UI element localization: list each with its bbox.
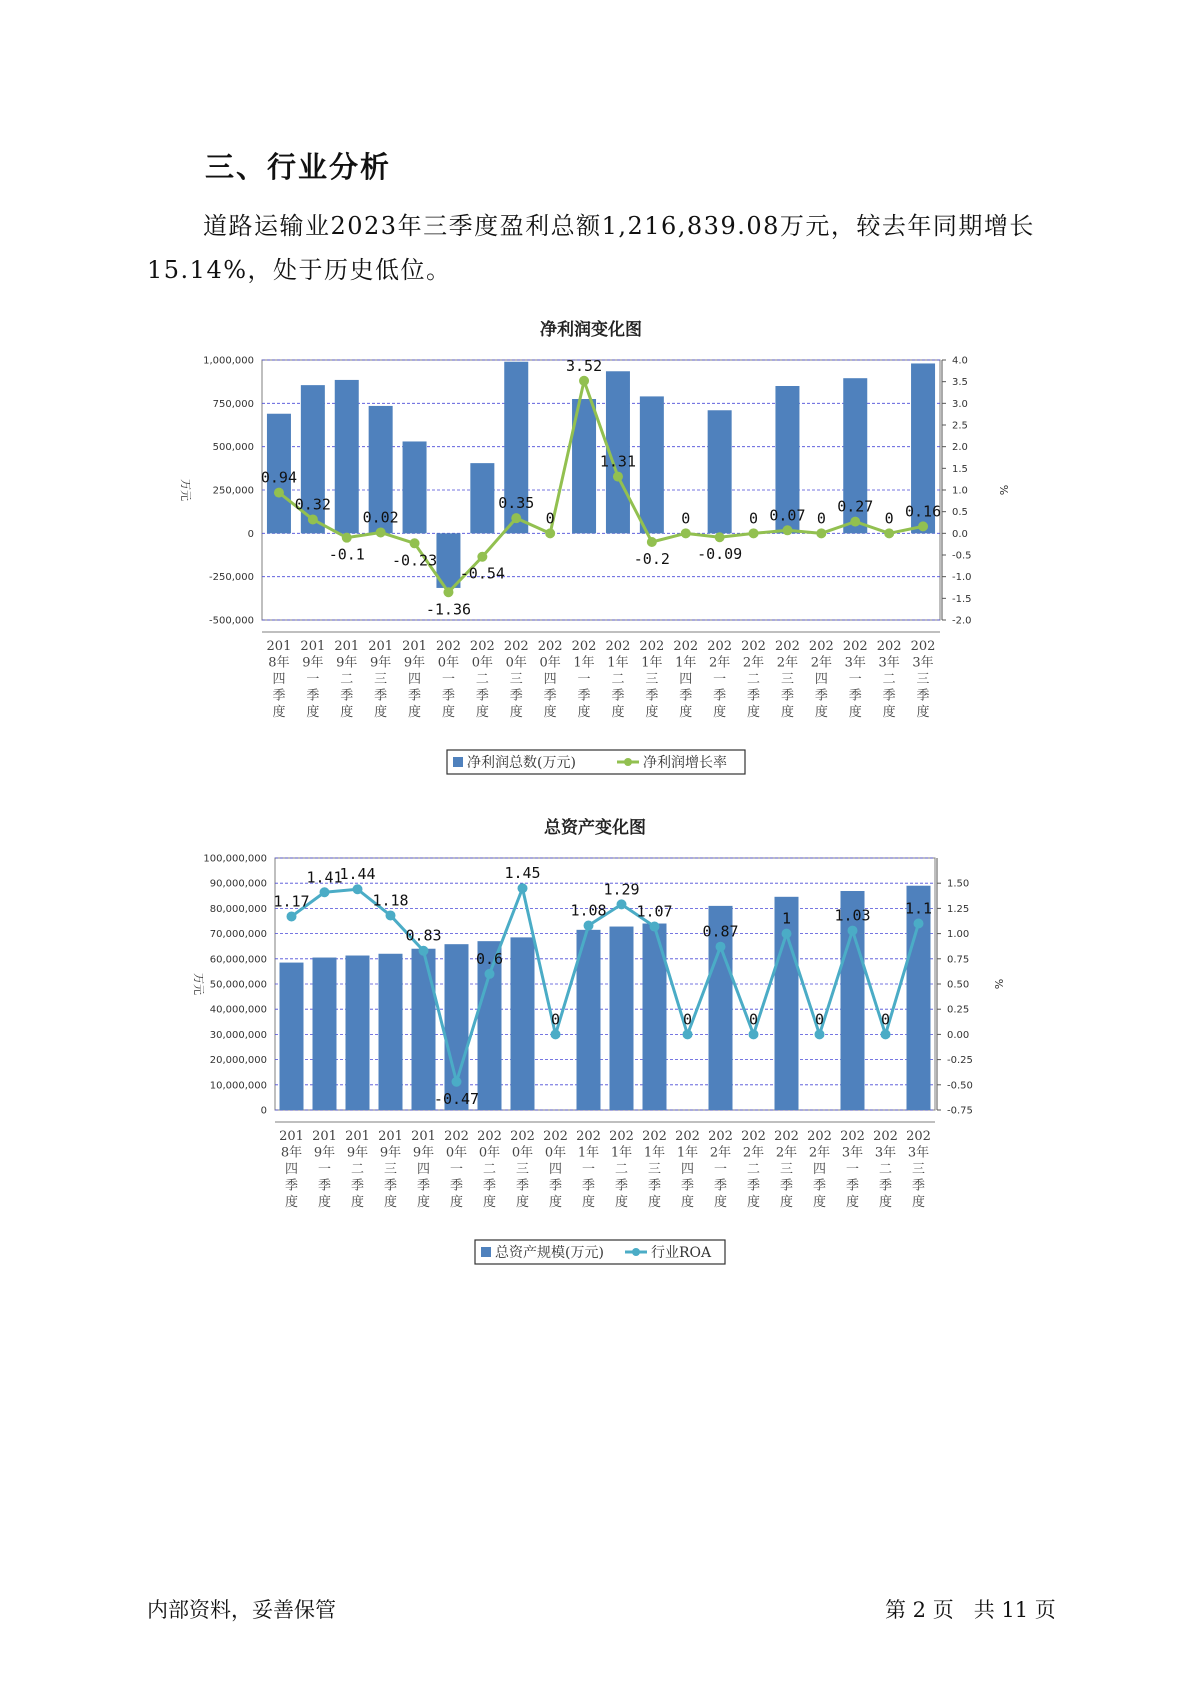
line-point xyxy=(419,946,429,956)
y2-tick-label: 1.00 xyxy=(947,929,970,941)
x-tick-label: 202 3年三季度 xyxy=(910,639,936,720)
y2-tick-label: 1.50 xyxy=(947,878,970,890)
x-tick-label: 201 9年二季度 xyxy=(345,1129,370,1210)
y2-tick-label: 3.0 xyxy=(952,398,968,410)
x-tick-label: 202 3年一季度 xyxy=(842,639,868,720)
x-tick-label: 201 9年三季度 xyxy=(378,1129,403,1210)
data-label: 1.31 xyxy=(599,452,637,471)
data-label: -1.36 xyxy=(425,600,472,619)
line-point xyxy=(545,528,555,538)
line-point xyxy=(274,488,284,498)
line-point xyxy=(914,919,924,929)
line-point xyxy=(681,528,691,538)
summary-paragraph: 道路运输业2023年三季度盈利总额1,216,839.08万元，较去年同期增长15.14%，处于历史低位。 xyxy=(147,212,1035,284)
y-tick-label: -250,000 xyxy=(209,572,254,584)
line-point xyxy=(452,1077,462,1087)
legend-line-label: 净利润增长率 xyxy=(643,755,727,771)
bar xyxy=(280,963,304,1110)
line-point xyxy=(353,884,363,894)
line-point xyxy=(782,525,792,535)
y2-tick-label: 1.0 xyxy=(952,485,968,497)
data-label: 1.44 xyxy=(339,865,376,884)
x-tick-label: 201 9年二季度 xyxy=(334,639,360,720)
footer-page-number: 第 2 页 共 11 页 xyxy=(885,1598,1056,1622)
data-label: 1.07 xyxy=(636,902,673,921)
bar xyxy=(470,463,494,533)
x-tick-label: 202 3年三季度 xyxy=(906,1129,931,1210)
line-point xyxy=(650,922,660,932)
y2-tick-label: -2.0 xyxy=(952,615,972,627)
net-profit-chart xyxy=(0,300,1191,780)
total-assets-chart-svg xyxy=(0,798,1191,1278)
line-point xyxy=(617,899,627,909)
line-point xyxy=(376,527,386,537)
legend-bar-swatch xyxy=(481,1247,491,1257)
x-tick-label: 202 0年一季度 xyxy=(444,1129,469,1210)
line-point xyxy=(584,921,594,931)
line-point xyxy=(386,910,396,920)
net-profit-chart-svg xyxy=(0,300,1191,780)
x-tick-label: 202 1年三季度 xyxy=(639,639,665,720)
line-point xyxy=(782,929,792,939)
bar xyxy=(346,956,370,1110)
x-tick-label: 201 9年四季度 xyxy=(411,1129,436,1210)
data-label: 1.03 xyxy=(834,906,871,925)
x-tick-label: 202 1年四季度 xyxy=(673,639,699,720)
data-label: 1.29 xyxy=(603,880,640,899)
data-label: 0.02 xyxy=(362,508,399,527)
data-label: 0.83 xyxy=(405,926,442,945)
data-label: 0 xyxy=(814,1010,825,1029)
y2-tick-label: 4.0 xyxy=(952,355,968,367)
x-tick-label: 202 3年二季度 xyxy=(873,1129,898,1210)
bar xyxy=(610,927,634,1110)
y2-tick-label: -0.25 xyxy=(947,1055,973,1067)
line-point xyxy=(647,537,657,547)
y-tick-label: 60,000,000 xyxy=(209,954,267,966)
line-point xyxy=(918,521,928,531)
legend-line-point xyxy=(624,758,632,766)
bar xyxy=(640,396,664,533)
data-label: 0 xyxy=(748,1010,759,1029)
line-point xyxy=(884,528,894,538)
x-tick-label: 202 1年三季度 xyxy=(642,1129,667,1210)
y2-tick-label: 0.25 xyxy=(947,1004,970,1016)
line-point xyxy=(716,942,726,952)
line-point xyxy=(287,911,297,921)
x-tick-label: 202 0年四季度 xyxy=(537,639,563,720)
x-tick-label: 202 2年一季度 xyxy=(708,1129,733,1210)
data-label: 0 xyxy=(681,509,691,528)
data-label: 0.07 xyxy=(769,506,806,525)
data-label: 0.94 xyxy=(260,468,298,487)
x-tick-label: 201 9年四季度 xyxy=(402,639,427,720)
data-label: 0.27 xyxy=(837,497,874,516)
data-label: 1.45 xyxy=(504,864,541,883)
y-tick-label: -500,000 xyxy=(209,615,254,627)
bar xyxy=(335,380,359,533)
line-point xyxy=(715,532,725,542)
y2-tick-label: 0.00 xyxy=(947,1029,970,1041)
data-label: 0 xyxy=(816,509,826,528)
x-tick-label: 202 0年一季度 xyxy=(436,639,461,720)
line-point xyxy=(342,533,352,543)
y2-tick-label: 0.75 xyxy=(947,954,970,966)
y-tick-label: 750,000 xyxy=(212,398,254,410)
line-point xyxy=(613,472,623,482)
data-label: 0 xyxy=(884,509,894,528)
x-tick-label: 202 0年三季度 xyxy=(503,639,529,720)
y-tick-label: 40,000,000 xyxy=(209,1004,267,1016)
data-label: 1.17 xyxy=(273,892,310,911)
x-tick-label: 202 1年二季度 xyxy=(605,639,631,720)
line-point xyxy=(683,1029,693,1039)
line-point xyxy=(308,514,318,524)
data-label: 1.41 xyxy=(306,868,343,887)
data-label: 1.1 xyxy=(904,899,933,918)
x-tick-label: 202 1年一季度 xyxy=(576,1129,601,1210)
footer-confidential: 内部资料，妥善保管 xyxy=(147,1598,336,1622)
chart-title: 净利润变化图 xyxy=(540,320,642,340)
total-assets-chart xyxy=(0,798,1191,1278)
bar xyxy=(511,937,535,1110)
y2-tick-label: 0.50 xyxy=(947,979,970,991)
line-point xyxy=(815,1029,825,1039)
x-tick-label: 202 2年二季度 xyxy=(741,639,766,720)
line-point xyxy=(477,552,487,562)
legend-line-label: 行业ROA xyxy=(651,1245,712,1261)
x-tick-label: 202 2年三季度 xyxy=(774,1129,799,1210)
y2-axis-title: % xyxy=(992,978,1005,990)
data-label: 0.35 xyxy=(498,494,535,513)
y-tick-label: 250,000 xyxy=(212,485,254,497)
legend-line-point xyxy=(632,1248,640,1256)
x-tick-label: 202 0年二季度 xyxy=(477,1129,502,1210)
y2-tick-label: 1.5 xyxy=(952,463,968,475)
bar xyxy=(313,958,337,1110)
data-label: -0.54 xyxy=(459,564,505,583)
data-label: 0.87 xyxy=(702,922,739,941)
line-point xyxy=(816,528,826,538)
y2-tick-label: 2.5 xyxy=(952,420,968,432)
x-tick-label: 202 2年四季度 xyxy=(808,639,834,720)
legend-bar-swatch xyxy=(453,757,463,767)
y-tick-label: 10,000,000 xyxy=(209,1080,267,1092)
data-label: 0 xyxy=(550,1010,561,1029)
y2-tick-label: -0.50 xyxy=(947,1080,973,1092)
bar xyxy=(412,949,436,1110)
bar xyxy=(379,954,403,1110)
y2-tick-label: 3.5 xyxy=(952,377,968,389)
line-point xyxy=(749,1029,759,1039)
x-tick-label: 201 9年三季度 xyxy=(368,639,394,720)
section-heading: 三、行业分析 xyxy=(205,150,392,184)
line-point xyxy=(848,926,858,936)
bar xyxy=(708,410,732,533)
line-point xyxy=(511,513,521,523)
y2-tick-label: -1.0 xyxy=(952,572,972,584)
data-label: 0 xyxy=(545,509,555,528)
y-axis-title: 万元 xyxy=(192,973,205,995)
x-tick-label: 202 0年三季度 xyxy=(510,1129,535,1210)
x-tick-label: 201 8年四季度 xyxy=(266,639,292,720)
legend-bar-label: 净利润总数(万元) xyxy=(467,755,576,771)
data-label: -0.09 xyxy=(697,545,743,564)
line-point xyxy=(410,538,420,548)
data-label: -0.23 xyxy=(391,551,438,570)
data-label: 0.32 xyxy=(294,495,331,514)
y-tick-label: 0 xyxy=(260,1105,267,1117)
line-point xyxy=(518,883,528,893)
x-tick-label: 202 1年四季度 xyxy=(675,1129,700,1210)
y2-tick-label: -0.75 xyxy=(947,1105,973,1117)
x-tick-label: 201 9年一季度 xyxy=(300,639,326,720)
y-tick-label: 20,000,000 xyxy=(209,1055,267,1067)
data-label: 0 xyxy=(880,1010,891,1029)
x-tick-label: 202 2年一季度 xyxy=(707,639,733,720)
y-tick-label: 0 xyxy=(247,528,254,540)
data-label: -0.47 xyxy=(433,1089,480,1108)
y-tick-label: 1,000,000 xyxy=(203,355,254,367)
y-tick-label: 90,000,000 xyxy=(209,878,267,890)
line-point xyxy=(551,1029,561,1039)
y2-axis-title: % xyxy=(997,484,1010,496)
chart-title: 总资产变化图 xyxy=(544,818,646,838)
data-label: 0.6 xyxy=(475,949,504,968)
y-tick-label: 500,000 xyxy=(212,442,254,454)
x-tick-label: 202 3年二季度 xyxy=(876,639,902,720)
line-point xyxy=(881,1029,891,1039)
y2-tick-label: 2.0 xyxy=(952,442,968,454)
data-label: -0.1 xyxy=(328,545,365,564)
x-tick-label: 201 8年四季度 xyxy=(279,1129,304,1210)
line-point xyxy=(749,528,759,538)
y2-tick-label: 0.0 xyxy=(952,528,968,540)
y2-tick-label: 0.5 xyxy=(952,507,968,519)
legend-bar-label: 总资产规模(万元) xyxy=(495,1245,604,1261)
x-tick-label: 202 2年三季度 xyxy=(775,639,800,720)
y-tick-label: 80,000,000 xyxy=(209,903,267,915)
line-point xyxy=(579,376,589,386)
x-tick-label: 202 0年二季度 xyxy=(469,639,495,720)
y2-tick-label: -0.5 xyxy=(952,550,972,562)
data-label: 1 xyxy=(781,909,792,928)
data-label: 1.08 xyxy=(570,901,607,920)
y-axis-title: 万元 xyxy=(179,479,192,501)
y-tick-label: 30,000,000 xyxy=(209,1029,267,1041)
x-tick-label: 202 1年一季度 xyxy=(571,639,597,720)
x-tick-label: 202 3年一季度 xyxy=(840,1129,865,1210)
y-tick-label: 50,000,000 xyxy=(209,979,267,991)
line-point xyxy=(320,887,330,897)
data-label: 1.18 xyxy=(372,891,409,910)
x-tick-label: 202 0年四季度 xyxy=(543,1129,568,1210)
data-label: 0 xyxy=(682,1010,693,1029)
y-tick-label: 100,000,000 xyxy=(203,853,267,865)
data-label: -0.2 xyxy=(633,550,670,568)
line-point xyxy=(443,587,453,597)
y-tick-label: 70,000,000 xyxy=(209,929,267,941)
y2-tick-label: 1.25 xyxy=(947,903,970,915)
data-label: 0.16 xyxy=(904,502,942,521)
x-tick-label: 202 2年二季度 xyxy=(741,1129,766,1210)
line-point xyxy=(850,517,860,527)
y2-tick-label: -1.5 xyxy=(952,593,972,605)
bar xyxy=(403,441,427,533)
x-tick-label: 201 9年一季度 xyxy=(312,1129,337,1210)
x-tick-label: 202 1年二季度 xyxy=(609,1129,634,1210)
line-point xyxy=(485,969,495,979)
data-label: 0 xyxy=(749,509,759,528)
data-label: 3.52 xyxy=(565,356,603,375)
x-tick-label: 202 2年四季度 xyxy=(807,1129,832,1210)
